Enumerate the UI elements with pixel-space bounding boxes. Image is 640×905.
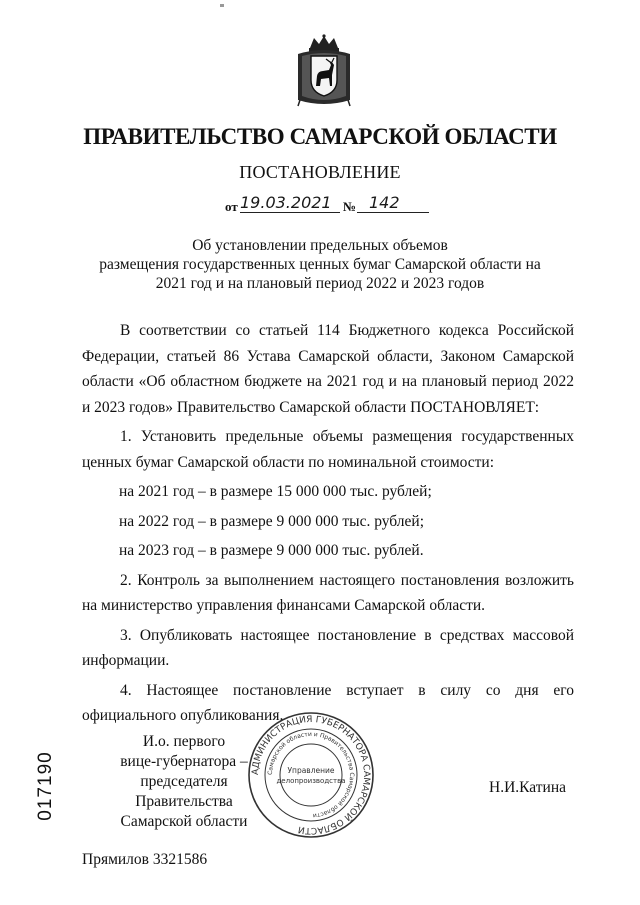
subject-line: размещения государственных ценных бумаг Самарской области на <box>99 256 541 273</box>
position-line: председателя Правительства <box>135 773 233 810</box>
position-line: вице-губернатора – <box>120 753 248 770</box>
signatory-position <box>96 732 272 832</box>
samara-coat-of-arms-icon <box>292 34 356 108</box>
document-subject <box>60 236 580 293</box>
subject-line: 2021 год и на плановый период 2022 и 2023 годов <box>155 275 485 292</box>
document-date: 19.03.2021 <box>240 193 332 212</box>
government-title: ПРАВИТЕЛЬСТВО САМАРСКОЙ ОБЛАСТИ <box>83 124 557 149</box>
item-1-paragraph: 1. Установить предельные объемы размещения государственных ценных бумаг Самарской области по номинальной стоимости: <box>82 428 574 471</box>
executor-reference: Прямилов 3321586 <box>82 851 208 868</box>
subject-line: Об установлении предельных объемов <box>192 237 448 254</box>
preamble-paragraph: В соответствии со статьей 114 Бюджетного кодекса Российской Федерации, статьей 86 Устава Самарской области, Законом Самарской области «Об областном бюджете на 2021 год и на плановый период 2022 и 2023 годов» Правительство Самарской области ПОСТАНОВЛЯЕТ: <box>82 322 574 416</box>
seal-center-line: делопроизводства <box>276 777 346 785</box>
item-1-year-2022: на 2022 год – в размере 9 000 000 тыс. рублей; <box>119 512 425 530</box>
document-type: ПОСТАНОВЛЕНИЕ <box>239 162 401 182</box>
document-body <box>82 318 574 729</box>
item-2-paragraph: 2. Контроль за выполнением настоящего постановления возложить на министерство управления финансами Самарской области. <box>82 571 574 614</box>
item-3-paragraph: 3. Опубликовать настоящее постановление в средствах массовой информации. <box>82 626 574 669</box>
scan-speck <box>220 4 224 7</box>
seal-center-line: Управление <box>287 766 335 775</box>
seal-outer-text: АДМИНИСТРАЦИЯ ГУБЕРНАТОРА САМАРСКОЙ ОБЛАСТИ <box>250 714 372 836</box>
item-1-year-2023: на 2023 год – в размере 9 000 000 тыс. рублей. <box>119 542 424 559</box>
item-4-paragraph: 4. Настоящее постановление вступает в силу со дня его официального опубликования. <box>82 681 574 724</box>
date-underline <box>240 212 340 213</box>
position-line: И.о. первого <box>142 733 226 750</box>
signatory-name: Н.И.Катина <box>489 779 566 796</box>
date-label: от <box>225 199 238 214</box>
number-underline <box>357 212 429 213</box>
item-1-year-2021: на 2021 год – в размере 15 000 000 тыс. рублей; <box>119 483 432 500</box>
seal-inner-text: Самарской области и Правительства Самарской области <box>266 730 356 819</box>
document-number: 142 <box>369 193 400 212</box>
position-line: Самарской области <box>120 813 248 830</box>
number-label: № <box>343 199 357 214</box>
margin-registration-number: 017190 <box>35 751 56 821</box>
document-date-number <box>225 194 435 216</box>
